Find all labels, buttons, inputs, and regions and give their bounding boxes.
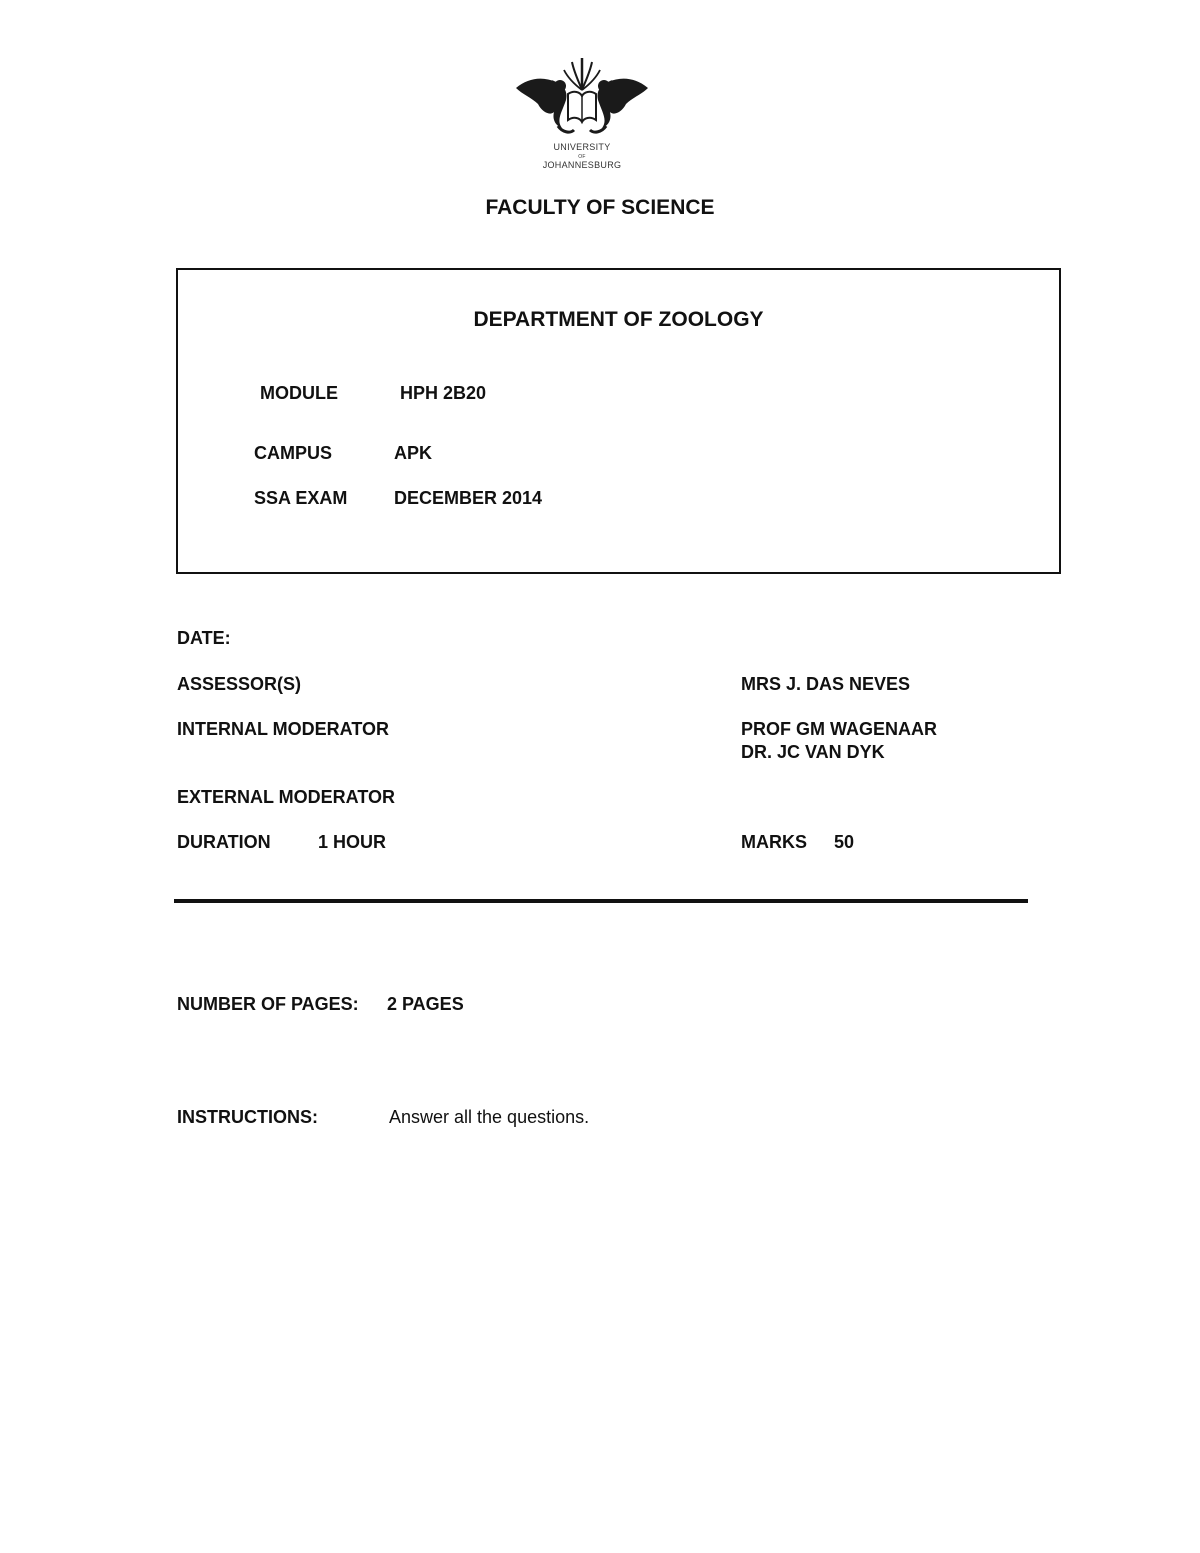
duration-value: 1 HOUR [318, 832, 387, 852]
internal-moderator-value-2: DR. JC VAN DYK [741, 742, 885, 762]
external-moderator-label: EXTERNAL MODERATOR [177, 787, 396, 807]
number-of-pages-label: NUMBER OF PAGES: [177, 994, 359, 1014]
internal-moderator-value-1: PROF GM WAGENAAR [741, 719, 937, 739]
logo-text-of: OF [578, 154, 586, 160]
date-label: DATE: [177, 628, 231, 648]
campus-value: APK [394, 443, 433, 463]
campus-label: CAMPUS [254, 443, 333, 463]
faculty-heading: FACULTY OF SCIENCE [485, 196, 715, 219]
marks-label: MARKS [741, 832, 807, 852]
logo-text-johannesburg: JOHANNESBURG [542, 160, 622, 170]
department-box [176, 268, 1061, 574]
exam-label: SSA EXAM [254, 488, 348, 508]
number-of-pages-value: 2 PAGES [387, 994, 464, 1014]
internal-moderator-label: INTERNAL MODERATOR [177, 719, 390, 739]
uj-crest-icon [512, 54, 652, 139]
horizontal-divider [174, 899, 1028, 903]
exam-value: DECEMBER 2014 [394, 488, 543, 508]
instructions-label: INSTRUCTIONS: [177, 1107, 318, 1127]
logo-text-university: UNIVERSITY [553, 142, 611, 152]
instructions-text: Answer all the questions. [389, 1107, 590, 1127]
module-value: HPH 2B20 [400, 383, 487, 403]
department-title: DEPARTMENT OF ZOOLOGY [473, 308, 764, 331]
assessor-value: MRS J. DAS NEVES [741, 674, 911, 694]
assessor-label: ASSESSOR(S) [177, 674, 302, 694]
marks-value: 50 [834, 832, 855, 852]
module-label: MODULE [260, 383, 338, 403]
university-logo [512, 54, 652, 174]
duration-label: DURATION [177, 832, 271, 852]
